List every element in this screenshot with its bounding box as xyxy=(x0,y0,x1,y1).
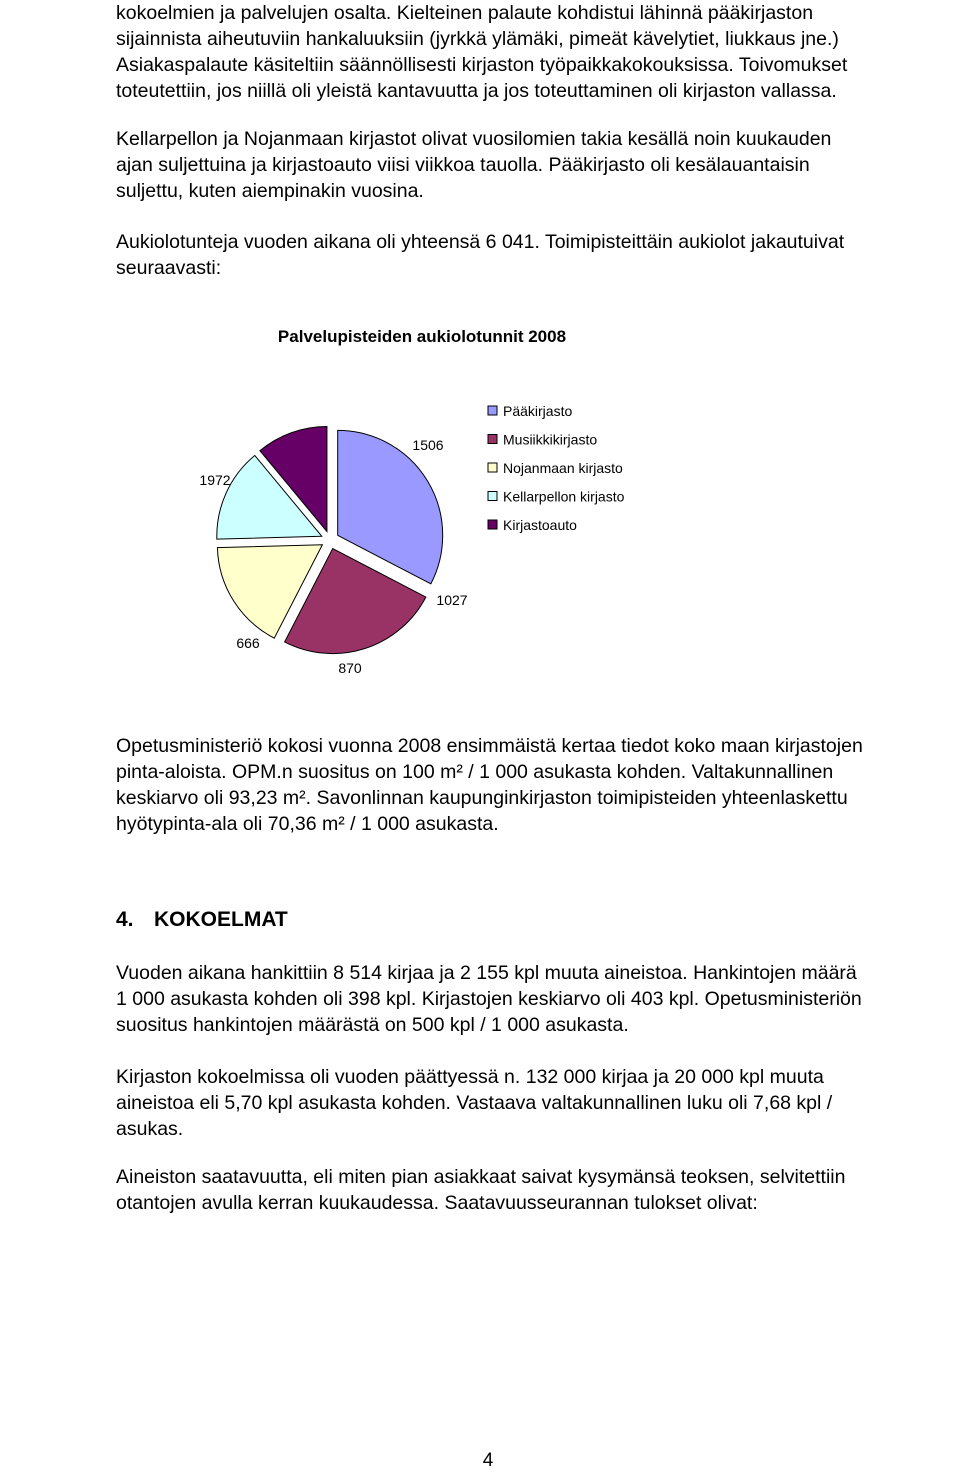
pie-chart xyxy=(0,300,960,700)
legend-label-paakirjasto: Pääkirjasto xyxy=(503,403,573,419)
legend-swatch-musiikkikirjasto xyxy=(488,435,497,444)
paragraph-feedback xyxy=(116,0,960,104)
paragraph-collections xyxy=(116,1064,960,1142)
legend-label-kellarpellon-kirjasto: Kellarpellon kirjasto xyxy=(503,488,625,505)
text-line: pinta-aloista. OPM.n suositus on 100 m² / 1 000 asukasta kohden. Valtakunnallinen xyxy=(116,761,834,783)
text-line: sijainnista aiheutuviin hankaluuksiin (jyrkkä ylämäki, pimeät kävelytiet, liukkaus jne.) xyxy=(116,28,839,50)
legend-label-kirjastoauto: Kirjastoauto xyxy=(503,517,577,533)
legend-label-nojanmaan-kirjasto: Nojanmaan kirjasto xyxy=(503,460,623,476)
paragraph-availability xyxy=(116,1164,960,1216)
page-number: 4 xyxy=(482,1450,494,1471)
section-number: 4. xyxy=(116,908,134,931)
text-line: otantojen avulla kerran kuukaudessa. Saatavuusseurannan tulokset olivat: xyxy=(116,1192,758,1214)
section-heading xyxy=(116,908,288,932)
data-label-nojanmaan-kirjasto: 1027 xyxy=(436,592,468,608)
legend-swatch-paakirjasto xyxy=(488,406,497,415)
text-line: asukas. xyxy=(116,1118,184,1140)
text-line: keskiarvo oli 93,23 m². Savonlinnan kaupunginkirjaston toimipisteiden yhteenlaskettu xyxy=(116,787,848,809)
text-line: Opetusministeriö kokosi vuonna 2008 ensimmäistä kertaa tiedot koko maan kirjastojen xyxy=(116,735,863,757)
text-line: aineistoa eli 5,70 kpl asukasta kohden. Vastaava valtakunnallinen luku oli 7,68 kpl / xyxy=(116,1092,833,1114)
text-line: Aukiolotunteja vuoden aikana oli yhteensä 6 041. Toimipisteittäin aukiolot jakautuivat xyxy=(116,231,845,253)
section-title: KOKOELMAT xyxy=(154,908,288,931)
text-line: seuraavasti: xyxy=(116,257,222,279)
data-label-kirjastoauto: 666 xyxy=(236,635,260,651)
data-label-paakirjasto: 1972 xyxy=(199,472,231,488)
paragraph-floor-area xyxy=(116,733,960,837)
text-line: Aineiston saatavuutta, eli miten pian asiakkaat saivat kysymänsä teoksen, selvitettiin xyxy=(116,1166,846,1188)
text-line: Kirjaston kokoelmissa oli vuoden päättyessä n. 132 000 kirjaa ja 20 000 kpl muuta xyxy=(116,1066,824,1088)
text-line: ajan suljettuina ja kirjastoauto viisi viikkoa tauolla. Pääkirjasto oli kesälauantaisin xyxy=(116,154,810,176)
paragraph-acquisitions xyxy=(116,960,960,1038)
text-line: 1 000 asukasta kohden oli 398 kpl. Kirjastojen keskiarvo oli 403 kpl. Opetusministeriön xyxy=(116,988,862,1010)
text-line: toteutettiin, jos niillä oli yleistä kantavuutta ja jos toteuttaminen oli kirjaston vallassa. xyxy=(116,80,837,102)
text-line: Vuoden aikana hankittiin 8 514 kirjaa ja 2 155 kpl muuta aineistoa. Hankintojen määrä xyxy=(116,962,857,984)
text-line: Asiakaspalaute käsiteltiin säännöllisesti kirjaston työpaikkakokouksissa. Toivomukset xyxy=(116,54,848,76)
text-line: suljettu, kuten aiempinakin vuosina. xyxy=(116,180,424,202)
text-line: Kellarpellon ja Nojanmaan kirjastot olivat vuosilomien takia kesällä noin kuukauden xyxy=(116,128,832,150)
data-label-kellarpellon-kirjasto: 870 xyxy=(338,660,362,676)
chart-title: Palvelupisteiden aukiolotunnit 2008 xyxy=(277,327,567,346)
paragraph-opening-hours xyxy=(116,229,960,281)
legend-label-musiikkikirjasto: Musiikkikirjasto xyxy=(503,431,598,448)
paragraph-summer-closures xyxy=(116,126,960,204)
text-line: hyötypinta-ala oli 70,36 m² / 1 000 asukasta. xyxy=(116,813,499,835)
text-line: kokoelmien ja palvelujen osalta. Kielteinen palaute kohdistui lähinnä pääkirjaston xyxy=(116,2,814,24)
legend-swatch-nojanmaan-kirjasto xyxy=(488,463,497,472)
text-line: suositus hankintojen määrästä on 500 kpl / 1 000 asukasta. xyxy=(116,1014,629,1036)
legend-swatch-kirjastoauto xyxy=(488,520,497,529)
legend-swatch-kellarpellon-kirjasto xyxy=(488,492,497,501)
data-label-musiikkikirjasto: 1506 xyxy=(412,437,444,453)
